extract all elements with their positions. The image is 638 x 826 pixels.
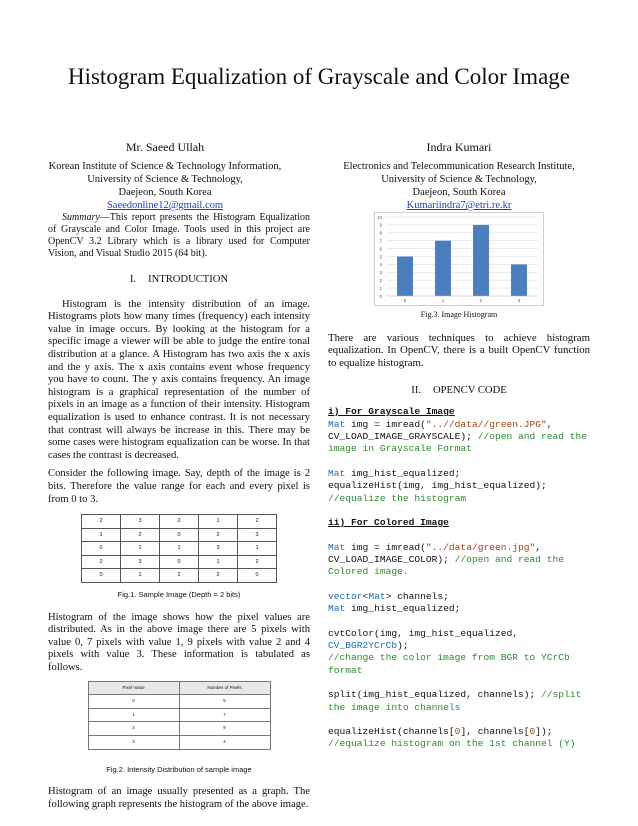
code-type: Mat: [328, 467, 346, 479]
code-text: img = imread(: [345, 541, 426, 553]
code-comment: //open and read the Colored image.: [328, 554, 570, 578]
grid-cell: 2: [160, 569, 199, 583]
y-tick-label: 7: [379, 238, 382, 244]
code-text: );: [397, 640, 409, 652]
x-tick-label: 2: [479, 298, 483, 303]
y-tick-label: 10: [376, 214, 382, 220]
code-text: <: [362, 590, 369, 602]
code-text: >: [385, 590, 392, 602]
table-row: [88, 695, 270, 709]
x-tick-label: 3: [517, 298, 521, 303]
author-affiliation: Daejeon, South Korea: [118, 187, 212, 198]
y-tick-label: 5: [379, 254, 382, 260]
grid-cell: 1: [121, 569, 160, 583]
author-name: Indra Kumari: [426, 140, 492, 154]
code-block: [328, 689, 590, 714]
table-header: Number of Pixels: [179, 681, 270, 695]
code-text: , CV_LOAD_IMAGE_COLOR);: [328, 541, 542, 565]
grid-cell: 0: [238, 569, 277, 583]
section-heading-opencv-code: [328, 385, 590, 398]
author-affiliation: Korean Institute of Science & Technology Information,: [48, 161, 282, 172]
grid-cell: 2: [238, 555, 277, 569]
grid-cell: 2: [238, 515, 277, 529]
section-number: II.: [411, 385, 422, 397]
author-block-2: [328, 141, 590, 212]
table-row: [88, 736, 270, 750]
y-tick-label: 6: [379, 246, 382, 252]
code-string: "../data/green.jpg": [425, 541, 536, 553]
author-block-1: [40, 141, 290, 212]
code-heading: ii) For Colored Image: [328, 517, 449, 528]
code-type: vector: [328, 590, 363, 602]
author-affiliation: Daejeon, South Korea: [412, 187, 506, 198]
table-cell: 7: [179, 708, 270, 722]
paragraph: Histogram of the image shows how the pixel values are distributed. As in the above image there are 5 pixels with value 0, 7 pixels with value 1, 9 pixels with value 2 and 4 pixels with value 3. These information is tabulated as follows.: [48, 611, 310, 674]
y-tick-label: 0: [379, 293, 382, 299]
histogram-bar: [511, 264, 527, 296]
section-title: INTRODUCTION: [148, 274, 229, 285]
code-text: ], channels[: [460, 726, 530, 738]
paragraph: There are various techniques to achieve histogram equalization. In OpenCV, there is a built OpenCV function to equalize histogram.: [328, 331, 590, 369]
code-text: ]);: [535, 726, 553, 738]
grid-cell: 3: [199, 542, 238, 556]
y-tick-label: 1: [379, 285, 382, 291]
code-text: img = imread(: [345, 418, 426, 430]
y-tick-label: 8: [379, 230, 382, 236]
code-type: Mat: [328, 418, 346, 430]
summary-label: Summary: [62, 212, 100, 223]
code-text: channels;: [397, 590, 449, 602]
figure-caption: Fig.1. Sample Image (Depth = 2 bits): [117, 590, 241, 600]
code-text: cvtColor(img, img_hist_equalized,: [328, 627, 524, 639]
grid-row: [82, 542, 277, 556]
code-text: equalizeHist(channels[: [328, 726, 455, 738]
code-block: [328, 591, 590, 616]
grid-cell: 0: [82, 542, 121, 556]
code-text: , CV_LOAD_IMAGE_GRAYSCALE);: [328, 418, 553, 442]
author-name: Mr. Saeed Ullah: [125, 140, 205, 154]
code-text: img_hist_equalized;: [345, 603, 461, 615]
code-heading: i) For Grayscale Image: [328, 405, 455, 417]
table-cell: 1: [88, 708, 179, 722]
grid-cell: 2: [82, 555, 121, 569]
summary-text: —This report presents the Histogram Equalization of Grayscale and Color Image. Tools used in this project are OpenCV 3.2 Library which is a library used for Computer Vision, and Visual Studio 2015 (64 bit).: [48, 212, 310, 259]
grid-cell: 1: [199, 555, 238, 569]
grid-cell: 3: [238, 528, 277, 542]
author-affiliation: University of Science & Technology,: [381, 174, 537, 185]
author-affiliation: University of Science & Technology,: [87, 174, 243, 185]
code-comment: //change the color image from BGR to YCrCb format: [328, 652, 576, 676]
y-tick-label: 9: [379, 222, 382, 228]
grid-cell: 2: [160, 515, 199, 529]
code-comment: //split the image into channels: [328, 689, 588, 713]
table-cell: 2: [88, 722, 179, 736]
code-type: Mat: [328, 541, 346, 553]
code-number: 0: [529, 726, 536, 738]
y-tick-label: 3: [379, 270, 382, 276]
histogram-chart: [374, 212, 544, 306]
author-affiliation: Electronics and Telecommunication Research Institute,: [343, 161, 575, 172]
table-header: Pixel Value: [88, 681, 179, 695]
table-cell: 3: [88, 736, 179, 750]
code-text: split(img_hist_equalized, channels);: [328, 689, 542, 701]
left-column: [48, 212, 310, 817]
grid-cell: 1: [160, 542, 199, 556]
grid-cell: 0: [82, 569, 121, 583]
figure-caption: Fig.2. Intensity Distribution of sample image: [106, 764, 252, 774]
grid-cell: 3: [121, 515, 160, 529]
grid-cell: 2: [199, 569, 238, 583]
code-block: [328, 468, 590, 505]
x-tick-label: 1: [441, 298, 445, 303]
grid-cell: 0: [160, 555, 199, 569]
histogram-bar: [473, 225, 489, 296]
x-tick-label: 0: [403, 298, 407, 303]
sample-image-grid: [81, 514, 277, 583]
table-cell: 4: [179, 736, 270, 750]
table-row: [88, 708, 270, 722]
table-cell: 9: [179, 722, 270, 736]
code-type: Mat: [328, 603, 346, 615]
code-comment: //open and read the image in Grayscale Format: [328, 430, 593, 455]
section-number: I.: [129, 274, 137, 285]
code-block: [328, 726, 590, 751]
code-type: Mat: [368, 590, 386, 602]
paper-title: Histogram Equalization of Grayscale and Color Image: [67, 64, 570, 89]
grid-cell: 1: [199, 515, 238, 529]
grid-cell: 1: [238, 542, 277, 556]
code-text: img_hist_equalized; equalizeHist(img, img_hist_equalized);: [328, 467, 547, 492]
author-email-link[interactable]: Kumariindra7@etri.re.kr: [406, 200, 512, 211]
histogram-bar: [397, 257, 413, 297]
grid-cell: 2: [82, 515, 121, 529]
grid-row: [82, 569, 277, 583]
y-tick-label: 2: [379, 278, 382, 283]
code-block: [328, 628, 590, 678]
paragraph: Consider the following image. Say, depth of the image is 2 bits. Therefore the value range for each and every pixel is from 0 to 3.: [48, 468, 310, 505]
code-constant: CV_BGR2YCrCb: [328, 640, 398, 652]
section-title: OPENCV CODE: [433, 385, 507, 397]
table-row: [88, 722, 270, 736]
section-heading-introduction: [48, 274, 310, 287]
table-cell: 0: [88, 695, 179, 709]
code-number: 0: [454, 726, 461, 738]
table-cell: 5: [179, 695, 270, 709]
grid-cell: 3: [121, 555, 160, 569]
intro-paragraph: Histogram is the intensity distribution of an image. Histograms plots how many times (frequency) each intensity value in image occurs. By looking at the histogram for a specific image a viewer will be able to judge the entire tonal distribution at a glance. A Histogram has two axis the x axis and the y axis. The x axis contains event whose frequency you have to count. The y axis contains frequency. An image histogram is a graphical representation of the number of pixels in an image as a function of their intensity. Histogram equalization is used to enhance contrast. It is not necessary that contrast will always be increase in this. There may be some cases were histogram equalization can be worse. In that cases the contrast is decreased.: [48, 298, 310, 461]
grid-cell: 0: [160, 528, 199, 542]
intensity-distribution-table: [88, 681, 271, 750]
code-comment: //equalize histogram on the 1st channel (Y): [328, 738, 576, 750]
code-block: [328, 418, 593, 456]
grid-cell: 2: [121, 528, 160, 542]
grid-cell: 1: [82, 528, 121, 542]
code-comment: //equalize the histogram: [328, 492, 467, 504]
grid-cell: 1: [121, 542, 160, 556]
right-column: [328, 212, 593, 763]
code-block: [328, 542, 590, 579]
figure-caption: Fig.3. Image Histogram: [420, 310, 498, 319]
code-string: "..//data//green.JPG": [425, 418, 547, 430]
grid-row: [82, 528, 277, 542]
paragraph: Histogram of an image usually presented as a graph. The following graph represents the histogram of the above image.: [48, 786, 310, 810]
grid-row: [82, 555, 277, 569]
histogram-bar: [435, 241, 451, 296]
grid-cell: 2: [199, 528, 238, 542]
author-email-link[interactable]: Saeedonline12@gmail.com: [106, 200, 224, 211]
grid-row: [82, 515, 277, 529]
y-tick-label: 4: [379, 262, 382, 268]
summary-paragraph: [48, 212, 310, 260]
